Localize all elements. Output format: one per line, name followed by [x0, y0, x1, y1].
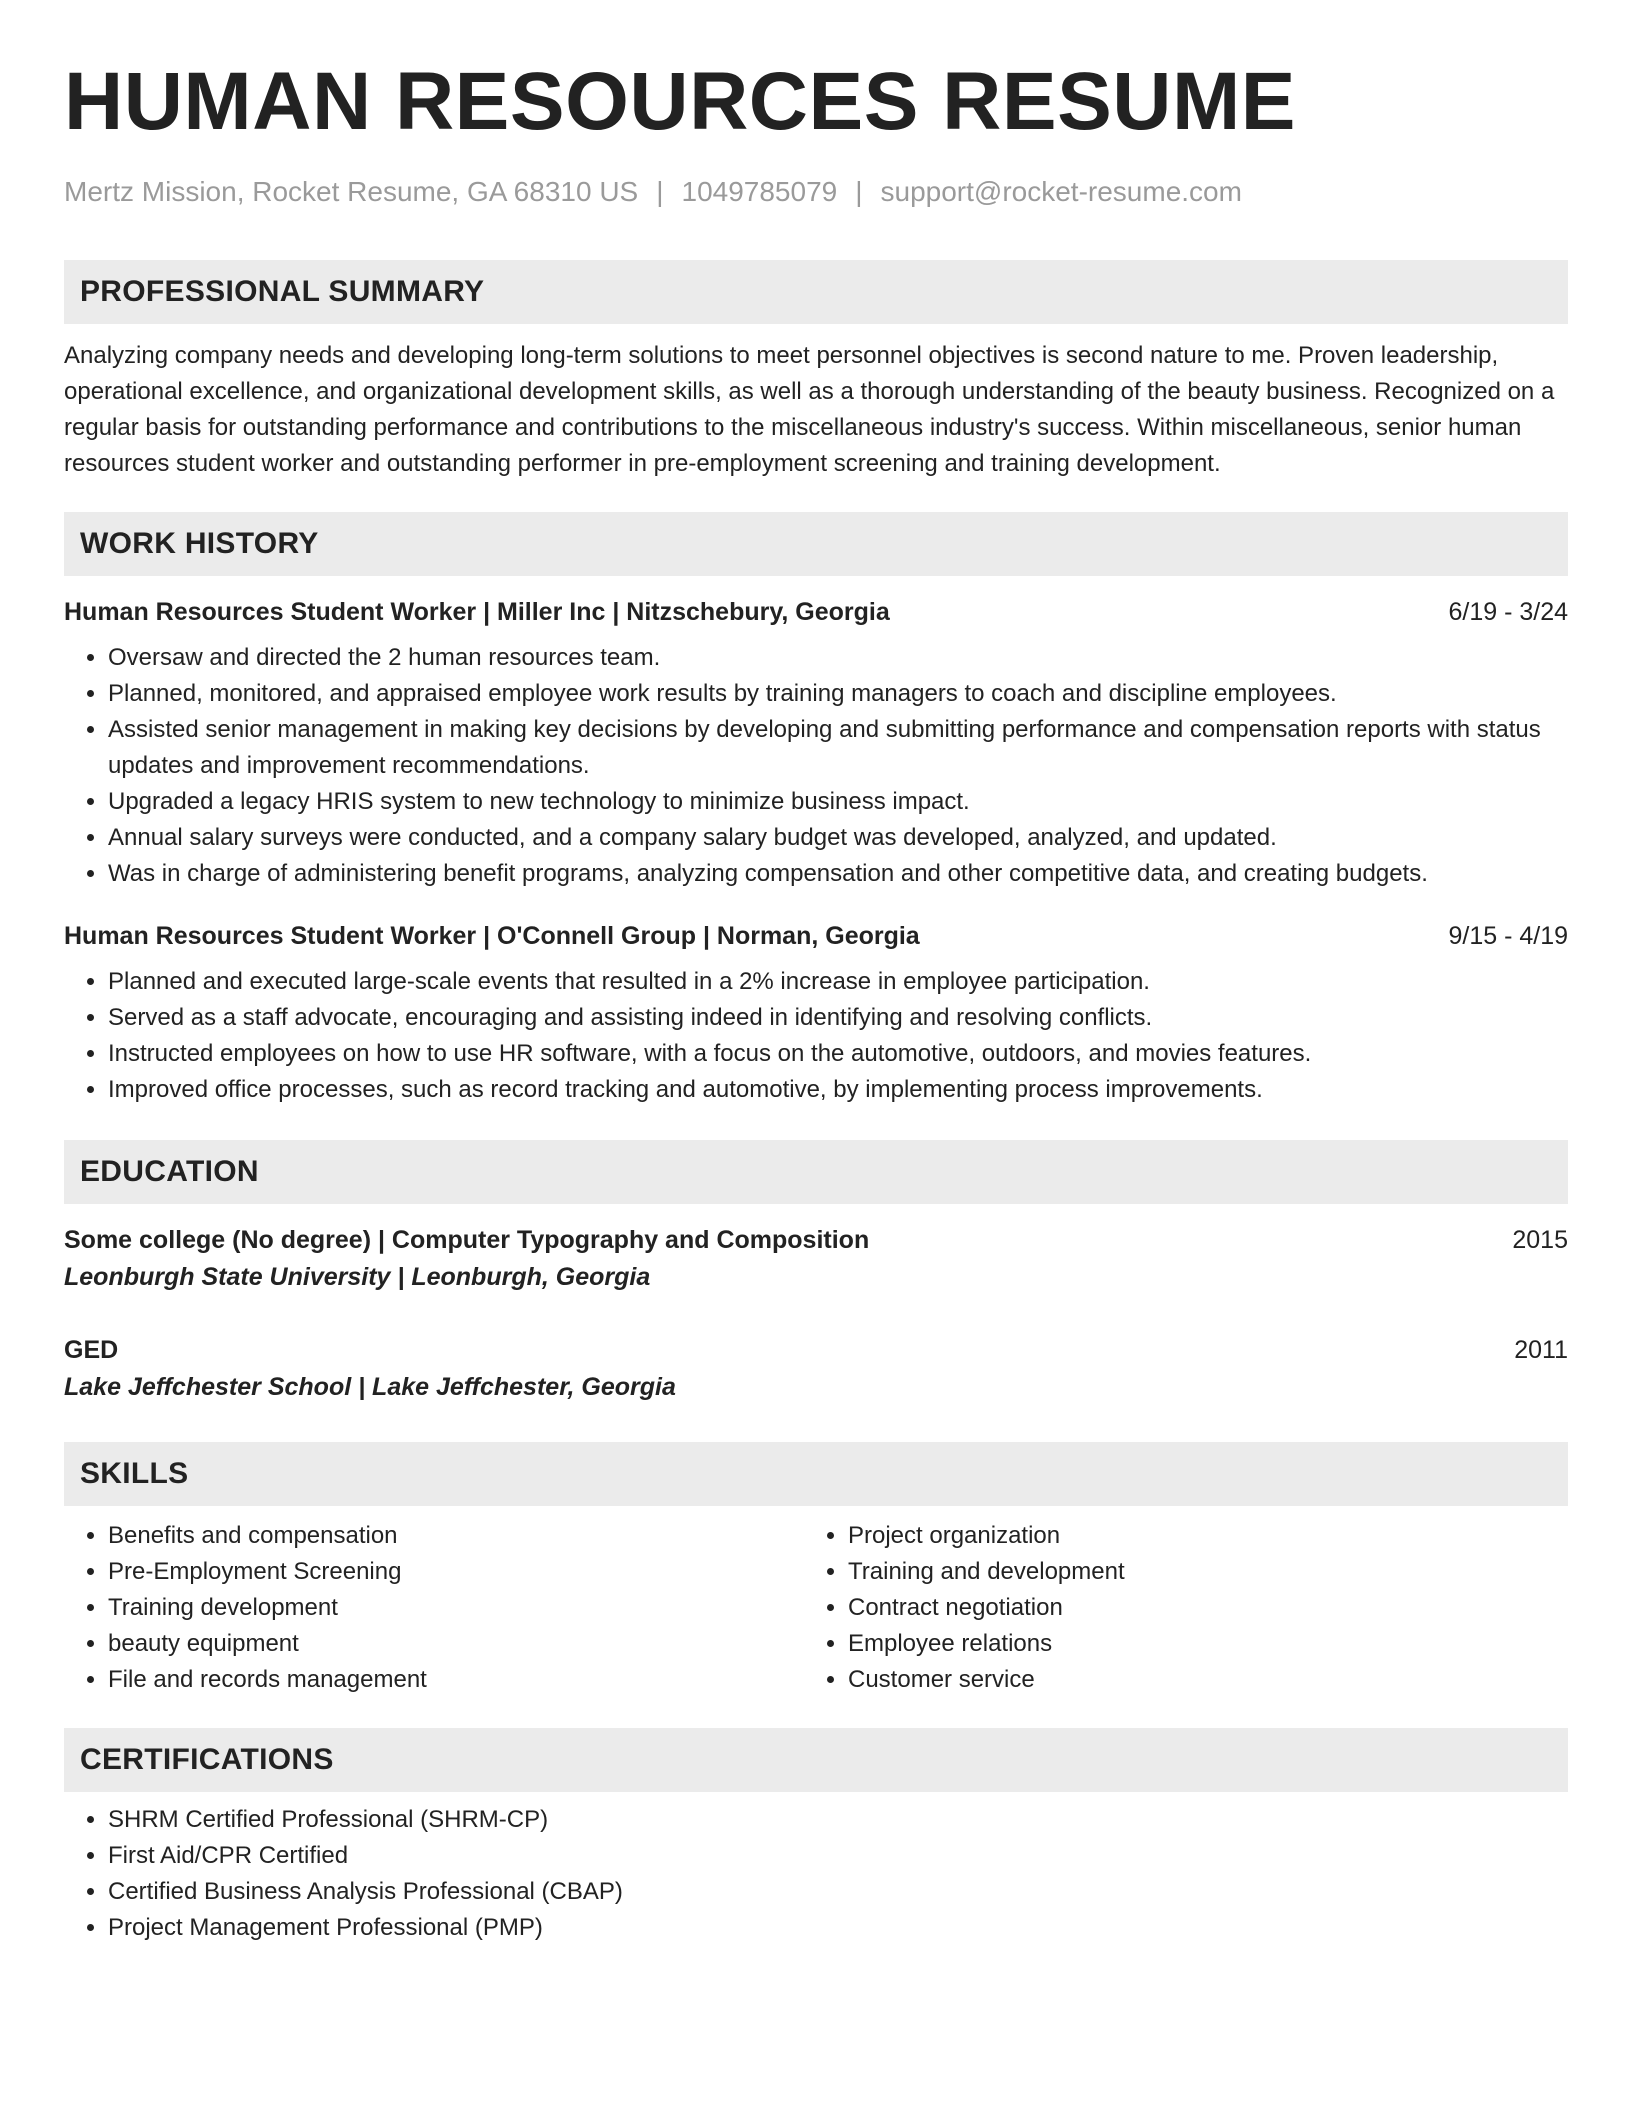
education-degree: GED [64, 1336, 119, 1364]
education-school: Leonburgh State University | Leonburgh, Georgia [64, 1263, 651, 1291]
job-dates: 6/19 - 3/24 [1448, 598, 1568, 626]
job-bullet: • Planned, monitored, and appraised employee work results by training managers to coach and discipline employees. [108, 676, 1568, 712]
education-school: Lake Jeffchester School | Lake Jeffchester, Georgia [64, 1373, 676, 1401]
job-bullet: • Served as a staff advocate, encouraging and assisting indeed in identifying and resolving conflicts. [108, 1000, 1568, 1036]
contact-line [64, 174, 1568, 210]
job-bullet: • Instructed employees on how to use HR software, with a focus on the automotive, outdoors, and movies features. [108, 1036, 1568, 1072]
skill-item: • Training development [108, 1590, 804, 1626]
education-entry-header [64, 1332, 1568, 1368]
section-header-work-history: WORK HISTORY [64, 512, 1568, 576]
contact-separator: | [656, 176, 664, 207]
skill-item: • File and records management [108, 1662, 804, 1698]
job-bullet: • Was in charge of administering benefit programs, analyzing compensation and other competitive data, and creating budgets. [108, 856, 1568, 892]
skill-item: • Contract negotiation [848, 1590, 1544, 1626]
section-header-summary: PROFESSIONAL SUMMARY [64, 260, 1568, 324]
job-dates: 9/15 - 4/19 [1448, 922, 1568, 950]
summary-text: Analyzing company needs and developing long-term solutions to meet personnel objectives is second nature to me. Proven leadership, operational excellence, and organizational development skills, as well as a thorough understanding of the beauty business. Recognized on a regular basis for outstanding performance and contributions to the miscellaneous industry's success. Within miscellaneous, senior human resources student worker and outstanding performer in pre-employment screening and training development. [64, 342, 1555, 477]
skills-list [64, 1518, 1568, 1698]
skill-item: • Training and development [848, 1554, 1544, 1590]
skills-column-left [64, 1518, 804, 1698]
job-bullet: • Planned and executed large-scale events that resulted in a 2% increase in employee participation. [108, 964, 1568, 1000]
skill-item: • beauty equipment [108, 1626, 804, 1662]
skill-item: • Employee relations [848, 1626, 1544, 1662]
job-entry-header [64, 594, 1568, 630]
skill-item: • Project organization [848, 1518, 1544, 1554]
certification-item: • First Aid/CPR Certified [108, 1838, 1568, 1874]
skill-item: • Pre-Employment Screening [108, 1554, 804, 1590]
certification-item: • Certified Business Analysis Professional (CBAP) [108, 1874, 1568, 1910]
job-entry-header [64, 918, 1568, 954]
job-title: Human Resources Student Worker | O'Connell Group | Norman, Georgia [64, 922, 920, 950]
job-bullet: • Improved office processes, such as record tracking and automotive, by implementing process improvements. [108, 1072, 1568, 1108]
certifications-list [64, 1802, 1568, 1946]
skills-column-right [804, 1518, 1544, 1698]
skill-item: • Customer service [848, 1662, 1544, 1698]
contact-email: support@rocket-resume.com [880, 176, 1242, 207]
job-bullets [64, 964, 1568, 1108]
resume-title: HUMAN RESOURCES RESUME [64, 56, 1296, 147]
certification-item: • Project Management Professional (PMP) [108, 1910, 1568, 1946]
education-entry-header [64, 1222, 1568, 1258]
job-bullet: • Annual salary surveys were conducted, and a company salary budget was developed, analyzed, and updated. [108, 820, 1568, 856]
job-bullet: • Upgraded a legacy HRIS system to new technology to minimize business impact. [108, 784, 1568, 820]
education-degree: Some college (No degree) | Computer Typography and Composition [64, 1226, 870, 1254]
job-bullet: • Oversaw and directed the 2 human resources team. [108, 640, 1568, 676]
job-title: Human Resources Student Worker | Miller Inc | Nitzschebury, Georgia [64, 598, 890, 626]
certification-item: • SHRM Certified Professional (SHRM-CP) [108, 1802, 1568, 1838]
contact-separator: | [855, 176, 863, 207]
contact-phone: 1049785079 [681, 176, 838, 207]
skill-item: • Benefits and compensation [108, 1518, 804, 1554]
section-header-skills: SKILLS [64, 1442, 1568, 1506]
job-bullets [64, 640, 1568, 892]
section-header-certifications: CERTIFICATIONS [64, 1728, 1568, 1792]
contact-address: Mertz Mission, Rocket Resume, GA 68310 US [64, 176, 639, 207]
education-year: 2015 [1512, 1226, 1568, 1254]
job-bullet: • Assisted senior management in making key decisions by developing and submitting performance and compensation reports with status updates and improvement recommendations. [108, 712, 1568, 784]
section-header-education: EDUCATION [64, 1140, 1568, 1204]
education-year: 2011 [1514, 1336, 1568, 1364]
